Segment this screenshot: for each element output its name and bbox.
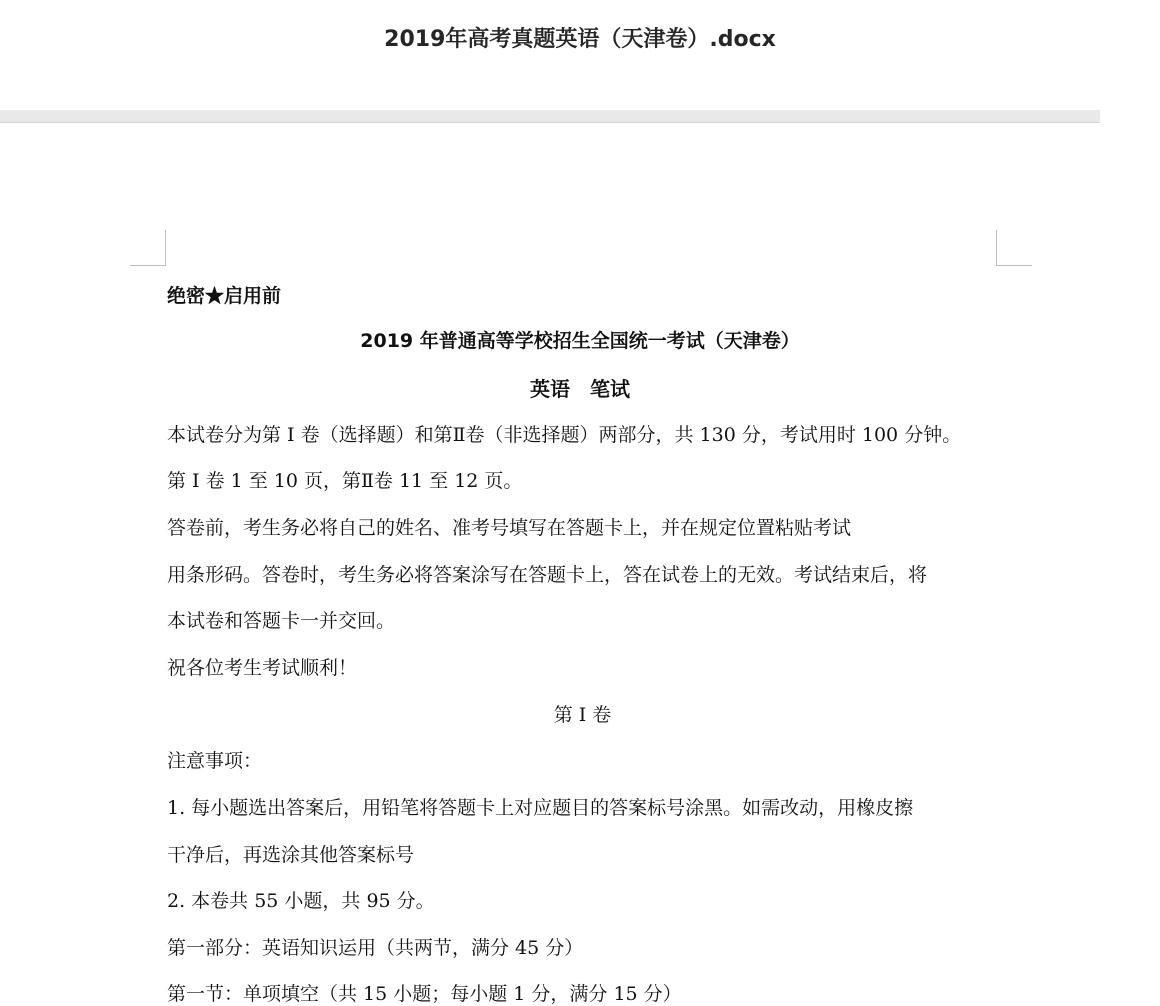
subject-heading: 英语 笔试 — [530, 377, 630, 401]
title-bar — [0, 0, 1100, 110]
confidential-mark: 绝密★启用前 — [167, 285, 282, 307]
document-title: 2019年高考真题英语（天津卷）.docx — [384, 27, 776, 52]
paragraph-line: 答卷前，考生务必将自己的姓名、准考号填写在答题卡上，并在规定位置粘贴考试 — [167, 517, 852, 539]
paragraph-line: 第 I 卷 1 至 10 页，第Ⅱ卷 11 至 12 页。 — [167, 470, 523, 492]
part-heading: 第一部分：英语知识运用（共两节，满分 45 分） — [167, 937, 584, 959]
paragraph-line: 用条形码。答卷时，考生务必将答案涂写在答题卡上，答在试卷上的无效。考试结束后，将 — [167, 564, 928, 586]
note-line: 1. 每小题选出答案后，用铅笔将答题卡上对应题目的答案标号涂黑。如需改动，用橡皮擦 — [167, 797, 914, 819]
document-page[interactable] — [0, 123, 1100, 1005]
margin-corner-top-right — [996, 230, 1032, 266]
toolbar-divider — [0, 110, 1100, 123]
margin-corner-top-left — [130, 230, 166, 266]
paragraph-line: 本试卷分为第 I 卷（选择题）和第Ⅱ卷（非选择题）两部分，共 130 分，考试用时 100 分钟。 — [167, 424, 962, 446]
section-heading: 第 I 卷 — [553, 704, 612, 726]
note-line: 干净后，再选涂其他答案标号 — [167, 844, 415, 866]
paragraph-line: 本试卷和答题卡一并交回。 — [167, 610, 396, 632]
notes-heading: 注意事项： — [167, 750, 263, 772]
paragraph-line: 祝各位考生考试顺利！ — [167, 657, 358, 679]
section-heading-partial: 第一节：单项填空（共 15 小题；每小题 1 分，满分 15 分） — [167, 983, 682, 1005]
note-line: 2. 本卷共 55 小题，共 95 分。 — [167, 890, 435, 912]
exam-title: 2019 年普通高等学校招生全国统一考试（天津卷） — [360, 330, 800, 352]
